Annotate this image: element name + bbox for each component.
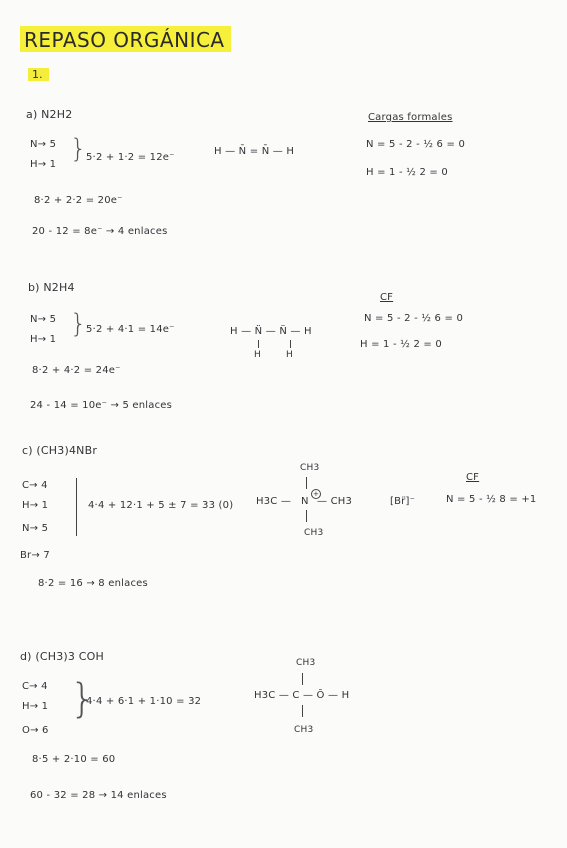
c-n-valence: N→ 5 bbox=[22, 523, 49, 534]
a-lewis-structure: H — N̄ = N̄ — H bbox=[214, 146, 295, 157]
a-valence-sum: 5·2 + 1·2 = 12e⁻ bbox=[86, 152, 175, 163]
page-title: REPASO ORGÁNICA bbox=[20, 26, 231, 52]
b-bond-line-1 bbox=[258, 340, 259, 348]
d-bond-count: 60 - 32 = 28 → 14 enlaces bbox=[30, 790, 167, 801]
a-brace: } bbox=[70, 134, 87, 164]
c-top-group: CH3 bbox=[300, 463, 320, 473]
c-br-valence: Br→ 7 bbox=[20, 550, 50, 561]
c-c-valence: C→ 4 bbox=[22, 480, 48, 491]
c-brace bbox=[76, 478, 77, 536]
b-bond-count: 24 - 14 = 10e⁻ → 5 enlaces bbox=[30, 400, 173, 411]
a-cf-title: Cargas formales bbox=[368, 112, 453, 123]
c-cf-title: CF bbox=[466, 472, 480, 483]
c-bottom-group: CH3 bbox=[304, 528, 324, 538]
c-bond-bottom bbox=[306, 510, 307, 522]
b-struct-h2: H bbox=[286, 350, 293, 360]
d-needed-electrons: 8·5 + 2·10 = 60 bbox=[32, 754, 116, 765]
section-c-label: c) (CH3)4NBr bbox=[22, 444, 98, 457]
b-struct-h1: H bbox=[254, 350, 261, 360]
b-cf-h: H = 1 - ½ 2 = 0 bbox=[360, 339, 442, 350]
b-brace: } bbox=[70, 309, 87, 339]
section-b-label: b) N2H4 bbox=[28, 281, 75, 294]
c-bromide-ion: [Br̈]⁻ bbox=[390, 496, 416, 507]
c-bond-top bbox=[306, 477, 307, 489]
b-cf-n: N = 5 - 2 - ½ 6 = 0 bbox=[364, 313, 464, 324]
a-cf-n: N = 5 - 2 - ½ 6 = 0 bbox=[366, 139, 466, 150]
d-bond-bottom bbox=[302, 705, 303, 717]
section-a-label: a) N2H2 bbox=[26, 108, 73, 121]
c-h-valence: H→ 1 bbox=[22, 500, 49, 511]
b-cf-title: CF bbox=[380, 292, 394, 303]
a-bond-count: 20 - 12 = 8e⁻ → 4 enlaces bbox=[32, 226, 168, 237]
a-needed-electrons: 8·2 + 2·2 = 20e⁻ bbox=[34, 195, 123, 206]
d-c-valence: C→ 4 bbox=[22, 681, 48, 692]
d-h-valence: H→ 1 bbox=[22, 701, 49, 712]
c-right-group: — CH3 bbox=[317, 496, 353, 507]
b-valence-sum: 5·2 + 4·1 = 14e⁻ bbox=[86, 324, 175, 335]
b-lewis-structure: H — N̈ — N̈ — H bbox=[230, 326, 312, 337]
c-center-atom: N bbox=[301, 496, 309, 507]
d-bottom-group: CH3 bbox=[294, 725, 314, 735]
b-n-valence: N→ 5 bbox=[30, 314, 57, 325]
c-cf-n: N = 5 - ½ 8 = +1 bbox=[446, 494, 537, 505]
exercise-number: 1. bbox=[28, 68, 49, 81]
d-bond-top bbox=[302, 673, 303, 685]
b-needed-electrons: 8·2 + 4·2 = 24e⁻ bbox=[32, 365, 121, 376]
a-n-valence: N→ 5 bbox=[30, 139, 57, 150]
c-positive-charge: + bbox=[312, 490, 320, 498]
c-bond-count: 8·2 = 16 → 8 enlaces bbox=[38, 578, 148, 589]
d-o-valence: O→ 6 bbox=[22, 725, 49, 736]
d-top-group: CH3 bbox=[296, 658, 316, 668]
section-d-label: d) (CH3)3 COH bbox=[20, 650, 105, 663]
c-valence-sum: 4·4 + 12·1 + 5 ± 7 = 33 (0) bbox=[88, 500, 234, 511]
a-h-valence: H→ 1 bbox=[30, 159, 57, 170]
d-structure: H3C — C — Ō — H bbox=[254, 690, 350, 701]
c-left-group: H3C — bbox=[256, 496, 292, 507]
d-brace: } bbox=[70, 676, 96, 722]
b-bond-line-2 bbox=[290, 340, 291, 348]
b-h-valence: H→ 1 bbox=[30, 334, 57, 345]
d-valence-sum: 4·4 + 6·1 + 1·10 = 32 bbox=[86, 696, 202, 707]
a-cf-h: H = 1 - ½ 2 = 0 bbox=[366, 167, 448, 178]
